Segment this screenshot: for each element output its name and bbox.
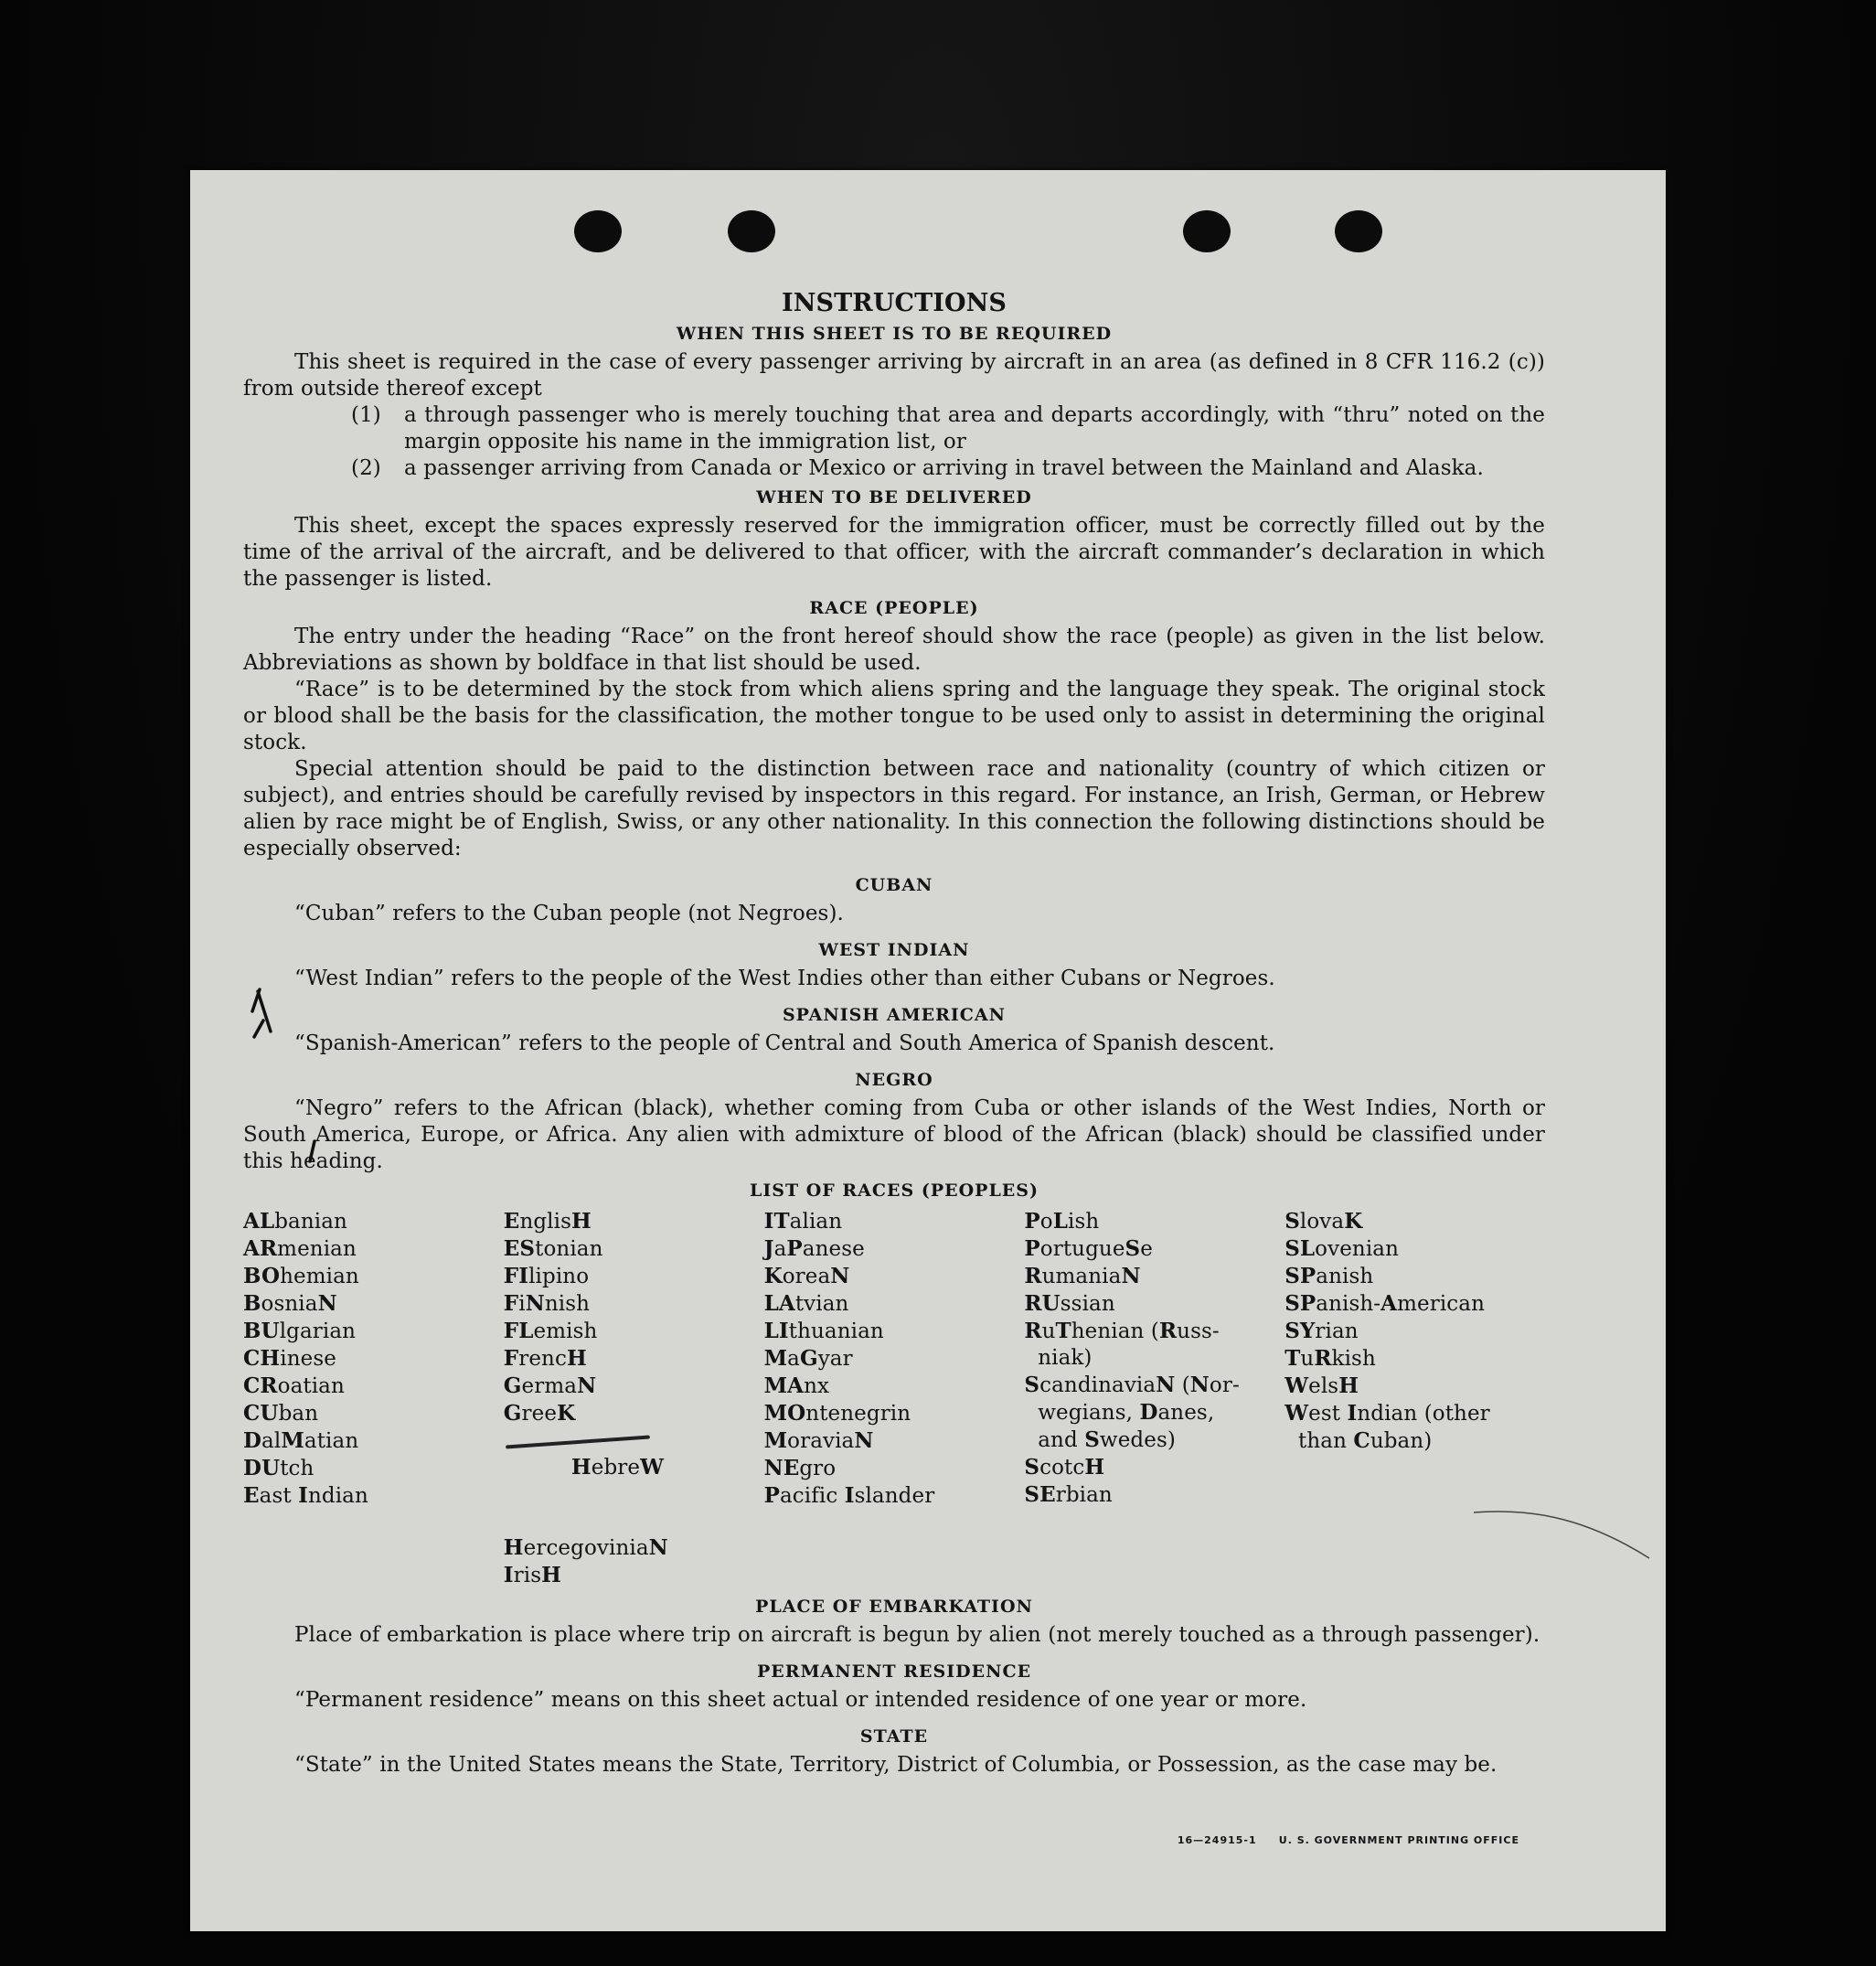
race-entry: FrencH (503, 1346, 587, 1371)
race-entry: SPanish (1284, 1264, 1374, 1288)
race-entry: DalMatian (243, 1428, 359, 1453)
punch-hole (1183, 210, 1231, 252)
race-entry: SlovaK (1284, 1209, 1363, 1234)
race-entry: HebreW (570, 1455, 665, 1480)
race-entry: CRoatian (243, 1373, 345, 1398)
heading-when-delivered: WHEN TO BE DELIVERED (756, 487, 1032, 508)
race-entry: MoraviaN (763, 1428, 874, 1453)
race-entry: niak) (1024, 1346, 1093, 1370)
race-entry: wegians, Danes, (1024, 1400, 1215, 1425)
heading-state: STATE (859, 1726, 929, 1747)
race-entry: Pacific Islander (763, 1483, 935, 1508)
handwritten-pencil-line (1470, 1507, 1653, 1562)
race-entry: MOntenegrin (763, 1401, 911, 1426)
exception-text: a passenger arriving from Canada or Mexico or arriving in travel between the Mainland and Alaska. (404, 456, 1484, 480)
residence-text: “Permanent residence” means on this sheet actual or intended residence of one year or more. (294, 1688, 1307, 1712)
race-entry: SErbian (1024, 1482, 1113, 1507)
heading-race: RACE (PEOPLE) (809, 598, 979, 618)
races-column (243, 1208, 504, 1589)
instructions-body (243, 289, 1545, 1779)
race-entry: MAnx (763, 1373, 830, 1398)
race-paragraph-3: Special attention should be paid to the distinction between race and nationality (country of which citizen or subject), and entries should be carefully revised by inspectors in this regard. For instance, an Irish, German, or Hebrew alien by race might be of English, Swiss, or any other nationality. In this connection the following distinctions should be especially observed: (243, 757, 1545, 860)
heading-negro: NEGRO (855, 1070, 933, 1090)
race-paragraph-2: “Race” is to be determined by the stock from which aliens spring and the language they speak. The original stock or blood shall be the basis for the classification, the mother tongue to be used only to assist in determining the original stock. (243, 678, 1545, 754)
races-column (504, 1208, 764, 1589)
form-number: 16—24915-1 (1177, 1834, 1257, 1846)
race-entry: JaPanese (763, 1236, 865, 1261)
race-entry: RumaniaN (1024, 1264, 1141, 1288)
races-column (1024, 1208, 1284, 1589)
race-entry: and Swedes) (1024, 1427, 1176, 1452)
heading-list-of-races: LIST OF RACES (PEOPLES) (750, 1181, 1039, 1201)
race-entry: RuThenian (Russ- (1024, 1319, 1220, 1343)
race-entry: TuRkish (1284, 1346, 1376, 1371)
exception-number: (1) (351, 403, 381, 427)
race-entry: FiNnish (503, 1291, 591, 1316)
race-entry: ScandinaviaN (Nor- (1024, 1373, 1240, 1397)
race-entry: ITalian (763, 1209, 843, 1234)
race-entry: BosniaN (243, 1291, 337, 1316)
races-column (764, 1208, 1025, 1589)
printer-credit: U. S. GOVERNMENT PRINTING OFFICE (1278, 1834, 1519, 1846)
race-entry: BUlgarian (243, 1319, 357, 1343)
race-entry: NEgro (763, 1456, 837, 1480)
punch-hole (1335, 210, 1382, 252)
handwritten-tick-mark (304, 1138, 322, 1165)
heading-spanish-american: SPANISH AMERICAN (782, 1005, 1007, 1025)
required-intro: This sheet is required in the case of every passenger arriving by aircraft in an area (as defined in 8 CFR 116.2 (c)) from outside thereof except (243, 350, 1545, 401)
race-entry: CHinese (243, 1346, 336, 1371)
handwritten-strike-mark (506, 1435, 650, 1448)
handwritten-check-mark (245, 984, 291, 1039)
heading-cuban: CUBAN (855, 875, 933, 895)
race-entry: SLovenian (1284, 1236, 1400, 1261)
race-entry-struck (504, 1427, 764, 1534)
exception-number: (2) (351, 456, 381, 480)
race-entry: ARmenian (243, 1236, 357, 1261)
race-entry: PortugueSe (1024, 1236, 1153, 1261)
race-entry: GreeK (503, 1401, 576, 1426)
race-entry: FIlipino (503, 1264, 590, 1288)
negro-text: “Negro” refers to the African (black), whether coming from Cuba or other islands of the West Indies, North or South America, Europe, or Africa. Any alien with admixture of blood of the African (black) should be classified under this heading. (243, 1096, 1545, 1173)
state-text: “State” in the United States means the State, Territory, District of Columbia, or Possession, as the case may be. (294, 1753, 1498, 1777)
race-entry: SPanish-American (1284, 1291, 1486, 1316)
punch-hole (574, 210, 622, 252)
race-entry: BOhemian (243, 1264, 359, 1288)
race-paragraph-1: The entry under the heading “Race” on the front hereof should show the race (people) as given in the list below. Abbreviations as shown by boldface in that list should be used. (243, 625, 1545, 675)
exception-item (351, 455, 1545, 482)
race-entry: HercegoviniaN (503, 1535, 668, 1560)
race-entry: GermaN (503, 1373, 597, 1398)
form-footer (1178, 1834, 1519, 1846)
race-entry: SYrian (1284, 1319, 1359, 1343)
race-entry: DUtch (243, 1456, 314, 1480)
race-entry: CUban (243, 1401, 319, 1426)
race-entry: MaGyar (763, 1346, 853, 1371)
race-entry: EStonian (503, 1236, 603, 1261)
race-entry: ALbanian (243, 1209, 347, 1234)
race-entry: West Indian (other (1284, 1401, 1490, 1426)
race-entry: KoreaN (763, 1264, 850, 1288)
race-entry: ScotcH (1024, 1455, 1105, 1480)
race-entry: PoLish (1024, 1209, 1100, 1234)
document-page (190, 170, 1666, 1931)
spanish-american-text: “Spanish-American” refers to the people of Central and South America of Spanish descent. (294, 1031, 1275, 1055)
heading-west-indian: WEST INDIAN (818, 940, 970, 960)
race-entry: than Cuban) (1284, 1428, 1433, 1453)
embarkation-text: Place of embarkation is place where trip on aircraft is begun by alien (not merely touched as a through passenger). (294, 1623, 1540, 1647)
race-entry: LIthuanian (763, 1319, 884, 1343)
heading-when-required: WHEN THIS SHEET IS TO BE REQUIRED (676, 324, 1113, 344)
race-entry: LAtvian (763, 1291, 849, 1316)
page-title: INSTRUCTIONS (782, 289, 1007, 317)
race-entry: WelsH (1284, 1373, 1359, 1398)
west-indian-text: “West Indian” refers to the people of the West Indies other than either Cubans or Negroes. (294, 967, 1275, 990)
race-entry: EnglisH (503, 1209, 592, 1234)
delivered-text: This sheet, except the spaces expressly reserved for the immigration officer, must be correctly filled out by the time of the arrival of the aircraft, and be delivered to that officer, with the aircraft commander’s declaration in which the passenger is listed. (243, 514, 1545, 591)
cuban-text: “Cuban” refers to the Cuban people (not Negroes). (294, 902, 844, 925)
race-entry: RUssian (1024, 1291, 1115, 1316)
races-list (243, 1208, 1545, 1589)
race-entry: FLemish (503, 1319, 598, 1343)
exception-text: a through passenger who is merely touching that area and departs accordingly, with “thru” noted on the margin opposite his name in the immigration list, or (404, 403, 1545, 454)
race-entry: East Indian (243, 1483, 368, 1508)
heading-permanent-residence: PERMANENT RESIDENCE (756, 1661, 1032, 1682)
heading-embarkation: PLACE OF EMBARKATION (755, 1597, 1033, 1617)
race-entry: IrisH (503, 1563, 561, 1587)
punch-hole (728, 210, 775, 252)
exception-item (351, 402, 1545, 455)
